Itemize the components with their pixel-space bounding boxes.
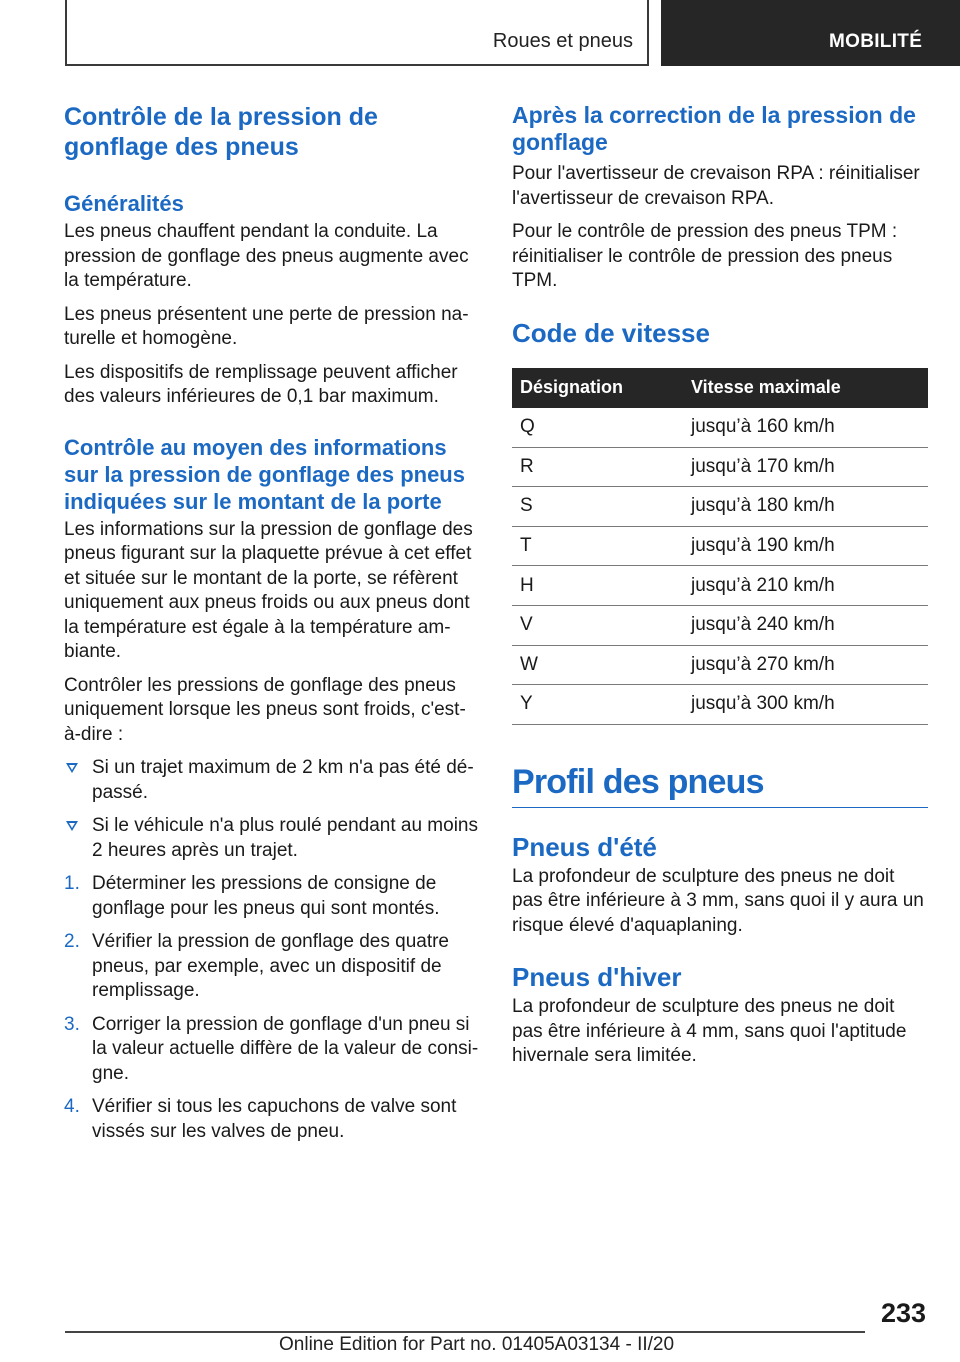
paragraph-summer: La profondeur de sculpture des pneus ne doit pas être inférieure à 3 mm, sans quoi il y aura un risque élevé d'aquaplaning. [512,865,924,936]
table-row: W jusqu’à 270 km/h [512,645,928,685]
list-item: Si le véhicule n'a plus roulé pendant au moins 2 heures après un trajet. [64,814,480,863]
table-header-row [512,368,928,408]
paragraph-after-2: Pour le contrôle de pression des pneus TPM : réinitialiser le contrôle de pression des pneus TPM. [512,221,898,291]
table-row: R jusqu’à 170 km/h [512,447,928,487]
heading-summer-tires: Pneus d'été [512,831,657,862]
table-row: Q jusqu’à 160 km/h [512,408,928,448]
paragraph-general-2: Les pneus présentent une perte de pression naturelle et homogène. [64,303,469,349]
list-item: 1. Déterminer les pressions de consigne de gonflage pour les pneus qui sont montés. [64,873,440,919]
footer-divider [65,1331,865,1333]
table-row: S jusqu’à 180 km/h [512,487,928,527]
speed-code-table [512,368,928,725]
heading-after-correction: Après la correction de la pression de gonflage [512,102,916,155]
section-title-pressure-check: Contrôle de la pression de gonflage des pneus [64,103,378,161]
left-column [64,102,480,1144]
header-chapter-tab [661,0,960,66]
header-section-box [65,0,649,66]
list-item: Si un trajet maximum de 2 km n'a pas été dépassé. [64,756,480,805]
step-number: 4. [64,1096,80,1117]
heading-winter-tires: Pneus d'hiver [512,962,682,993]
bullet-list [64,756,480,863]
table-row: Y jusqu’à 300 km/h [512,685,928,725]
header-section-title: Roues et pneus [492,30,633,52]
list-item: 3. Corriger la pression de gonflage d'un pneu si la valeur actuelle diffère de la valeur de consigne. [64,1013,479,1084]
triangle-bullet-icon [66,763,78,773]
paragraph-general-1: Les pneus chauffent pendant la conduite. La pression de gonflage des pneus augmente avec la température. [64,221,469,291]
column-header-max-speed: Vitesse maximale [683,368,928,408]
heading-tire-profile: Profil des pneus [512,761,928,808]
step-number: 3. [64,1013,80,1035]
paragraph-door-1: Les informations sur la pression de gonflage des pneus figurant sur la plaquette prévue à cet effet et située sur le montant de la porte, se réfèrent uniquement aux pneus froids ou aux pneus dont la température est égale à la température ambiante. [64,518,473,662]
header-chapter-title: MOBILITÉ [829,31,923,52]
paragraph-after-1: Pour l'avertisseur de crevaison RPA : réinitialiser l'avertisseur de crevaison RPA. [512,163,920,209]
list-item: 4. Vérifier si tous les capuchons de valve sont vissés sur les valves de pneu. [64,1096,457,1142]
heading-general: Généralités [64,191,184,216]
step-number: 1. [64,873,80,894]
column-header-designation: Désignation [512,368,683,408]
paragraph-general-3: Les dispositifs de remplissage peuvent afficher des valeurs inférieures de 0,1 bar maximum. [64,361,458,407]
paragraph-door-2: Contrôler les pressions de gonflage des pneus uniquement lorsque les pneus sont froids, c'est-à-dire : [64,674,466,745]
step-number: 2. [64,931,80,952]
heading-door-pillar-check: Contrôle au moyen des informations sur la pression de gonflage des pneus indiquées sur le montant de la porte [64,434,465,514]
right-column [512,102,928,1069]
list-item: 2. Vérifier la pression de gonflage des quatre pneus, par exemple, avec un dispositif de remplissage. [64,931,450,1001]
table-row: V jusqu’à 240 km/h [512,605,928,645]
footer-edition-text: Online Edition for Part no. 01405A03134 - II/20 [279,1334,675,1355]
page-number: 233 [881,1298,927,1328]
step-list [64,872,480,1144]
triangle-bullet-icon [66,821,78,831]
paragraph-winter: La profondeur de sculpture des pneus ne doit pas être inférieure à 4 mm, sans quoi l'aptitude hivernale sera limitée. [512,996,907,1067]
table-row: H jusqu’à 210 km/h [512,566,928,606]
table-row: T jusqu’à 190 km/h [512,526,928,566]
heading-speed-code: Code de vitesse [512,317,710,348]
